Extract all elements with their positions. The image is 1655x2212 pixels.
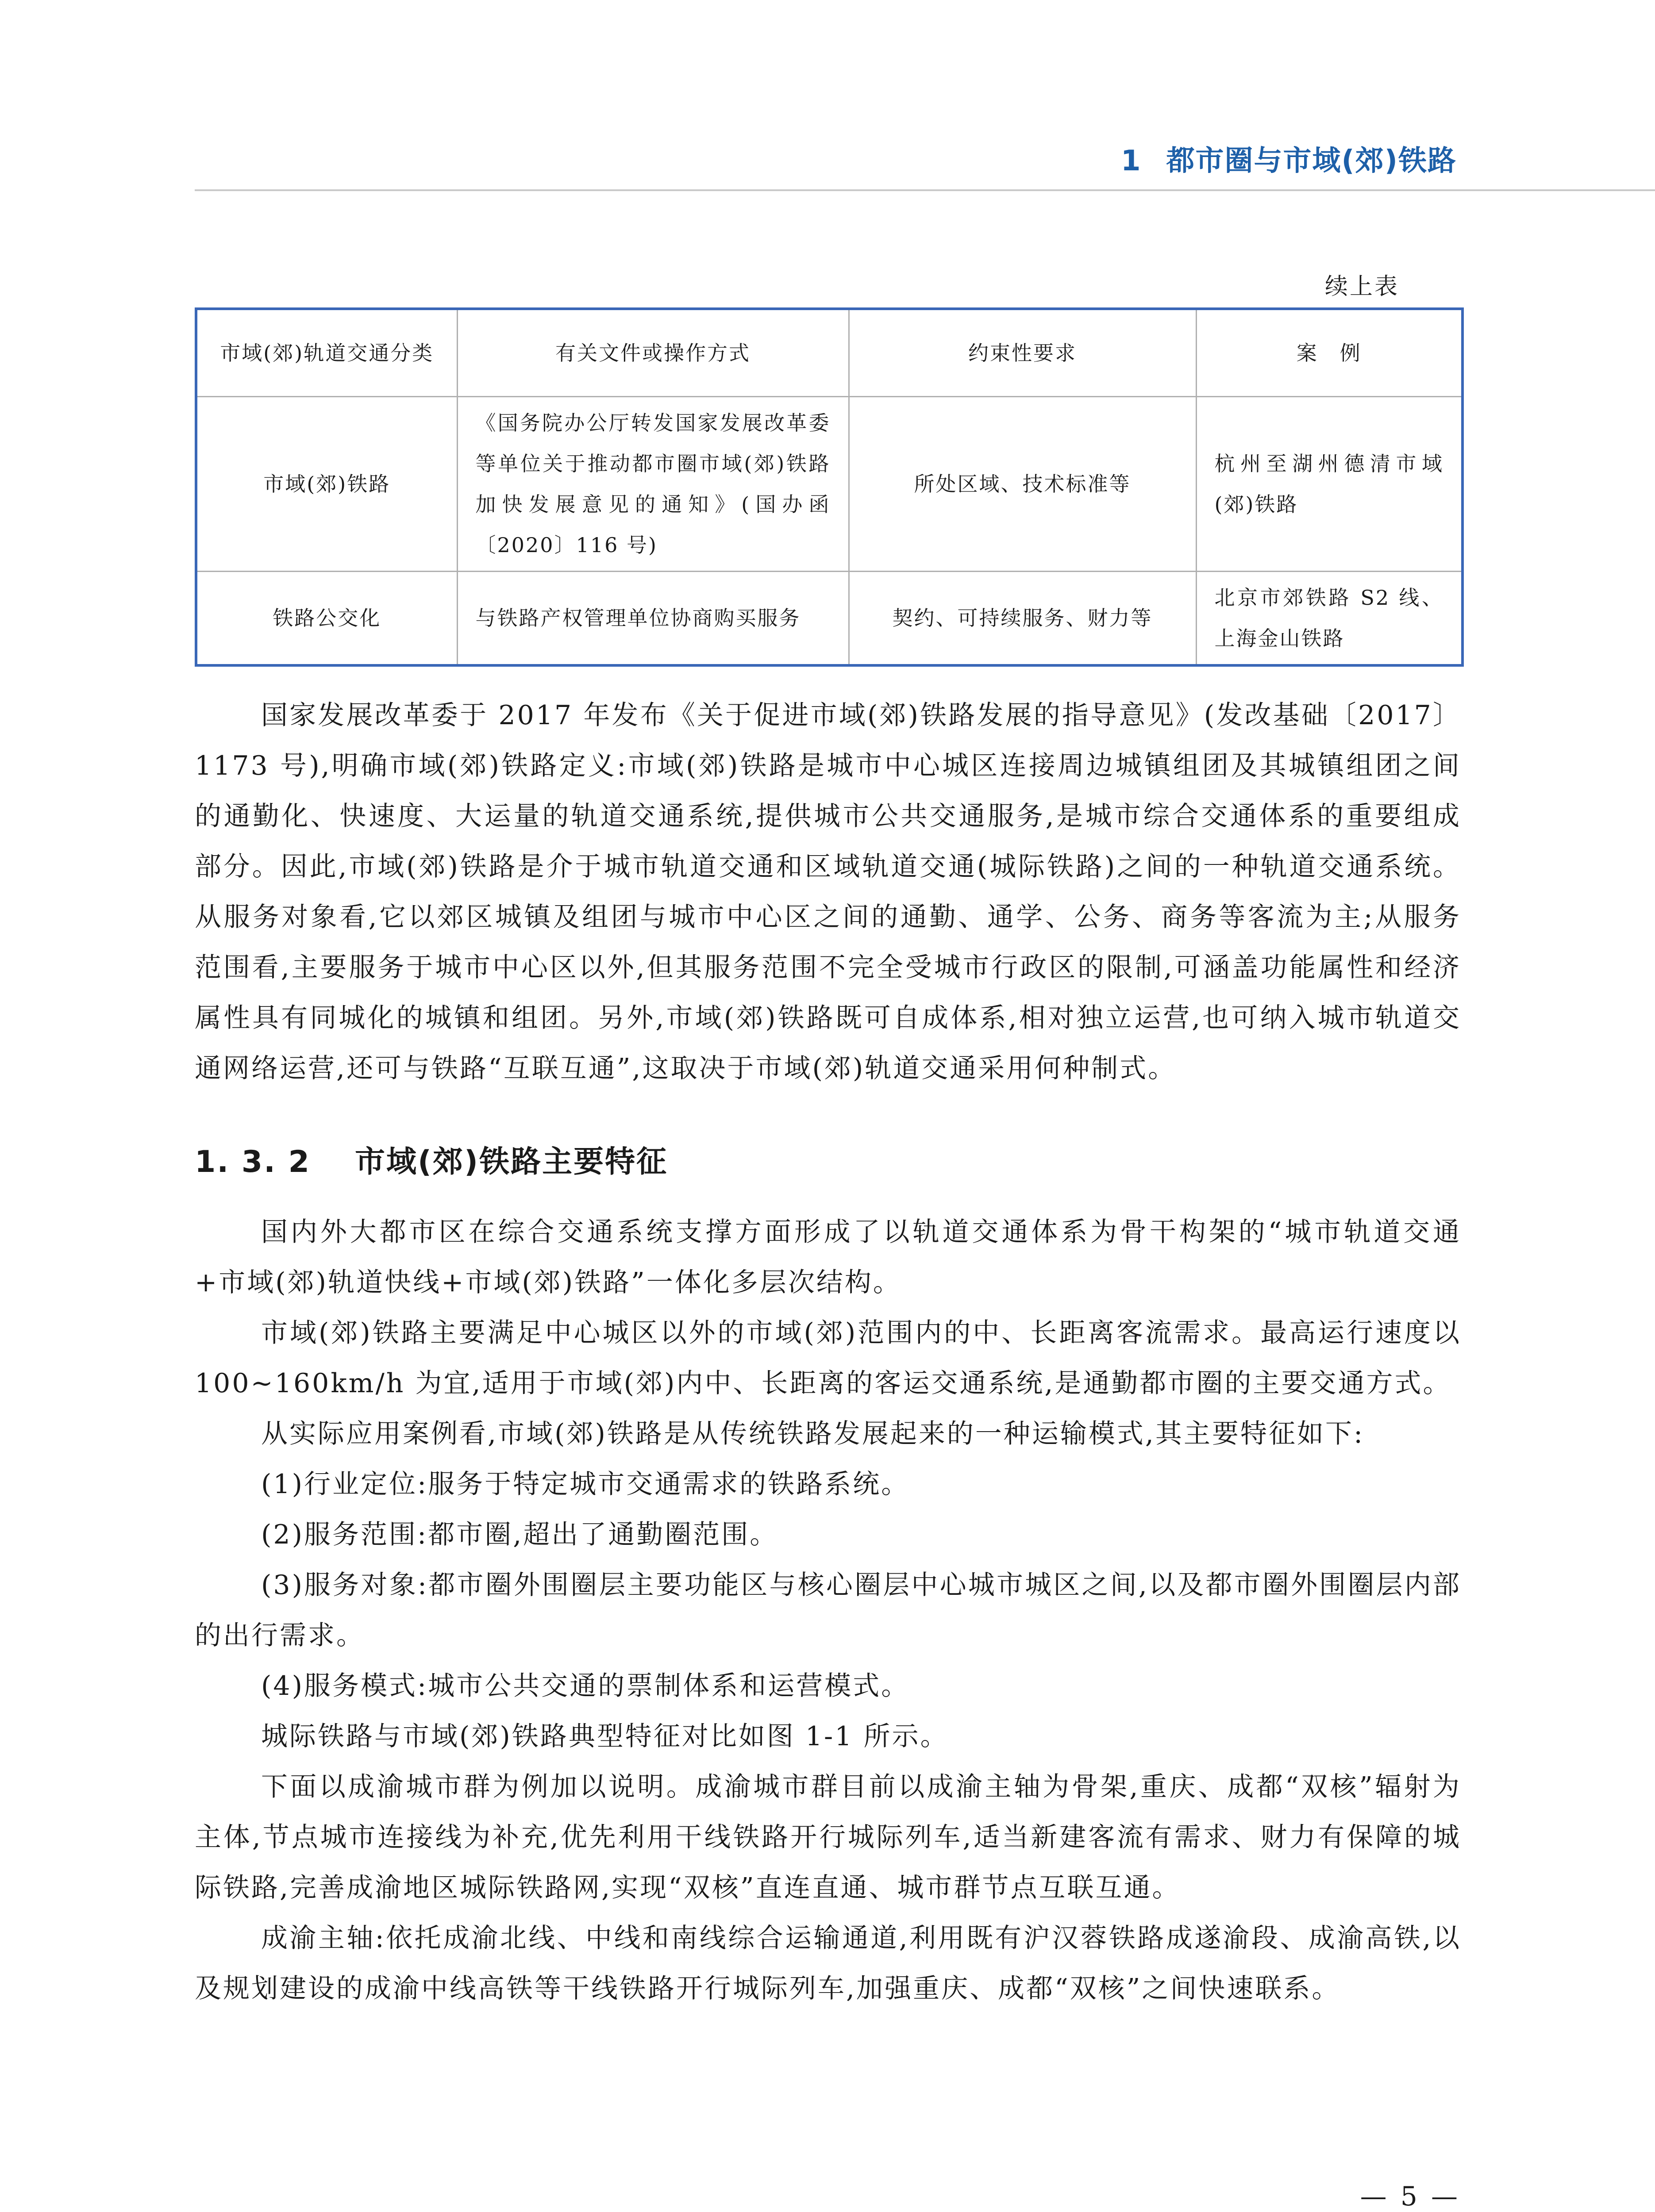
running-head	[1121, 138, 1457, 179]
table-cell-category: 市域(郊)铁路	[196, 397, 457, 572]
table-cell-category: 铁路公交化	[196, 572, 457, 666]
table-cell-cases: 杭州至湖州德清市域(郊)铁路	[1196, 397, 1463, 572]
paragraph: 从实际应用案例看,市域(郊)铁路是从传统铁路发展起来的一种运输模式,其主要特征如下:	[261, 1418, 1365, 1449]
paragraph: 国家发展改革委于 2017 年发布《关于促进市域(郊)铁路发展的指导意见》(发改基础〔2017〕1173 号),明确市域(郊)铁路定义:市域(郊)铁路是城市中心城区连接周边城镇组团及其城镇组团之间的通勤化、快速度、大运量的轨道交通系统,提供城市公共交通服务,是城市综合交通体系的重要组成部分。因此,市域(郊)铁路是介于城市轨道交通和区域轨道交通(城际铁路)之间的一种轨道交通系统。从服务对象看,它以郊区城镇及组团与城市中心区之间的通勤、通学、公务、商务等客流为主;从服务范围看,主要服务于城市中心区以外,但其服务范围不完全受城市行政区的限制,可涵盖功能属性和经济属性具有同城化的城镇和组团。另外,市域(郊)铁路既可自成体系,相对独立运营,也可纳入城市轨道交通网络运营,还可与铁路“互联互通”,这取决于市域(郊)轨道交通采用何种制式。	[195, 700, 1461, 1084]
table-cell-documents: 与铁路产权管理单位协商购买服务	[457, 572, 849, 666]
table-header-row	[196, 309, 1463, 397]
paragraph: 城际铁路与市域(郊)铁路典型特征对比如图 1-1 所示。	[261, 1721, 949, 1752]
table-container	[195, 307, 1461, 667]
list-item: (2)服务范围:都市圈,超出了通勤圈范围。	[261, 1519, 778, 1550]
table-cell-documents: 《国务院办公厅转发国家发展改革委等单位关于推动都市圈市域(郊)铁路加快发展意见的通知》(国办函〔2020〕116 号)	[457, 397, 849, 572]
list-item: (4)服务模式:城市公共交通的票制体系和运营模式。	[261, 1671, 910, 1701]
paragraph: 下面以成渝城市群为例加以说明。成渝城市群目前以成渝主轴为骨架,重庆、成都“双核”辐射为主体,节点城市连接线为补充,优先利用干线铁路开行城际列车,适当新建客流有需求、财力有保障的城际铁路,完善成渝地区城际铁路网,实现“双核”直连直通、城市群节点互联互通。	[195, 1771, 1461, 1903]
table-header-cell: 有关文件或操作方式	[457, 309, 849, 397]
table-cell-cases: 北京市郊铁路 S2 线、上海金山铁路	[1196, 572, 1463, 666]
section-text-block	[195, 1207, 1461, 2014]
list-item: (1)行业定位:服务于特定城市交通需求的铁路系统。	[261, 1469, 910, 1500]
section-number: 1. 3. 2	[195, 1144, 311, 1179]
section-title: 市域(郊)铁路主要特征	[354, 1144, 668, 1179]
paragraph: 国内外大都市区在综合交通系统支撑方面形成了以轨道交通体系为骨干构架的“城市轨道交通+市域(郊)轨道快线+市域(郊)铁路”一体化多层次结构。	[195, 1217, 1461, 1298]
table-row	[196, 572, 1463, 666]
table-header-cell: 市域(郊)轨道交通分类	[196, 309, 457, 397]
paragraph: 市域(郊)铁路主要满足中心城区以外的市域(郊)范围内的中、长距离客流需求。最高运行速度以 100~160km/h 为宜,适用于市域(郊)内中、长距离的客运交通系统,是通勤都市圈的主要交通方式。	[195, 1317, 1461, 1399]
table-cell-constraints: 契约、可持续服务、财力等	[849, 572, 1196, 666]
list-item: (3)服务对象:都市圈外围圈层主要功能区与核心圈层中心城市城区之间,以及都市圈外围圈层内部的出行需求。	[195, 1570, 1461, 1651]
table-cell-constraints: 所处区域、技术标准等	[849, 397, 1196, 572]
section-heading	[195, 1138, 668, 1181]
table-continued-label: 续上表	[1324, 273, 1399, 300]
table-header-cell: 约束性要求	[849, 309, 1196, 397]
page-number: — 5 —	[1360, 2181, 1460, 2212]
header-divider	[195, 189, 1655, 191]
intro-text-block	[195, 690, 1461, 1094]
data-table	[195, 307, 1464, 667]
table-header-cell: 案 例	[1196, 309, 1463, 397]
chapter-title: 都市圈与市域(郊)铁路	[1166, 145, 1457, 177]
chapter-number: 1	[1120, 145, 1142, 177]
table-row	[196, 397, 1463, 572]
paragraph: 成渝主轴:依托成渝北线、中线和南线综合运输通道,利用既有沪汉蓉铁路成遂渝段、成渝高铁,以及规划建设的成渝中线高铁等干线铁路开行城际列车,加强重庆、成都“双核”之间快速联系。	[195, 1923, 1461, 2004]
